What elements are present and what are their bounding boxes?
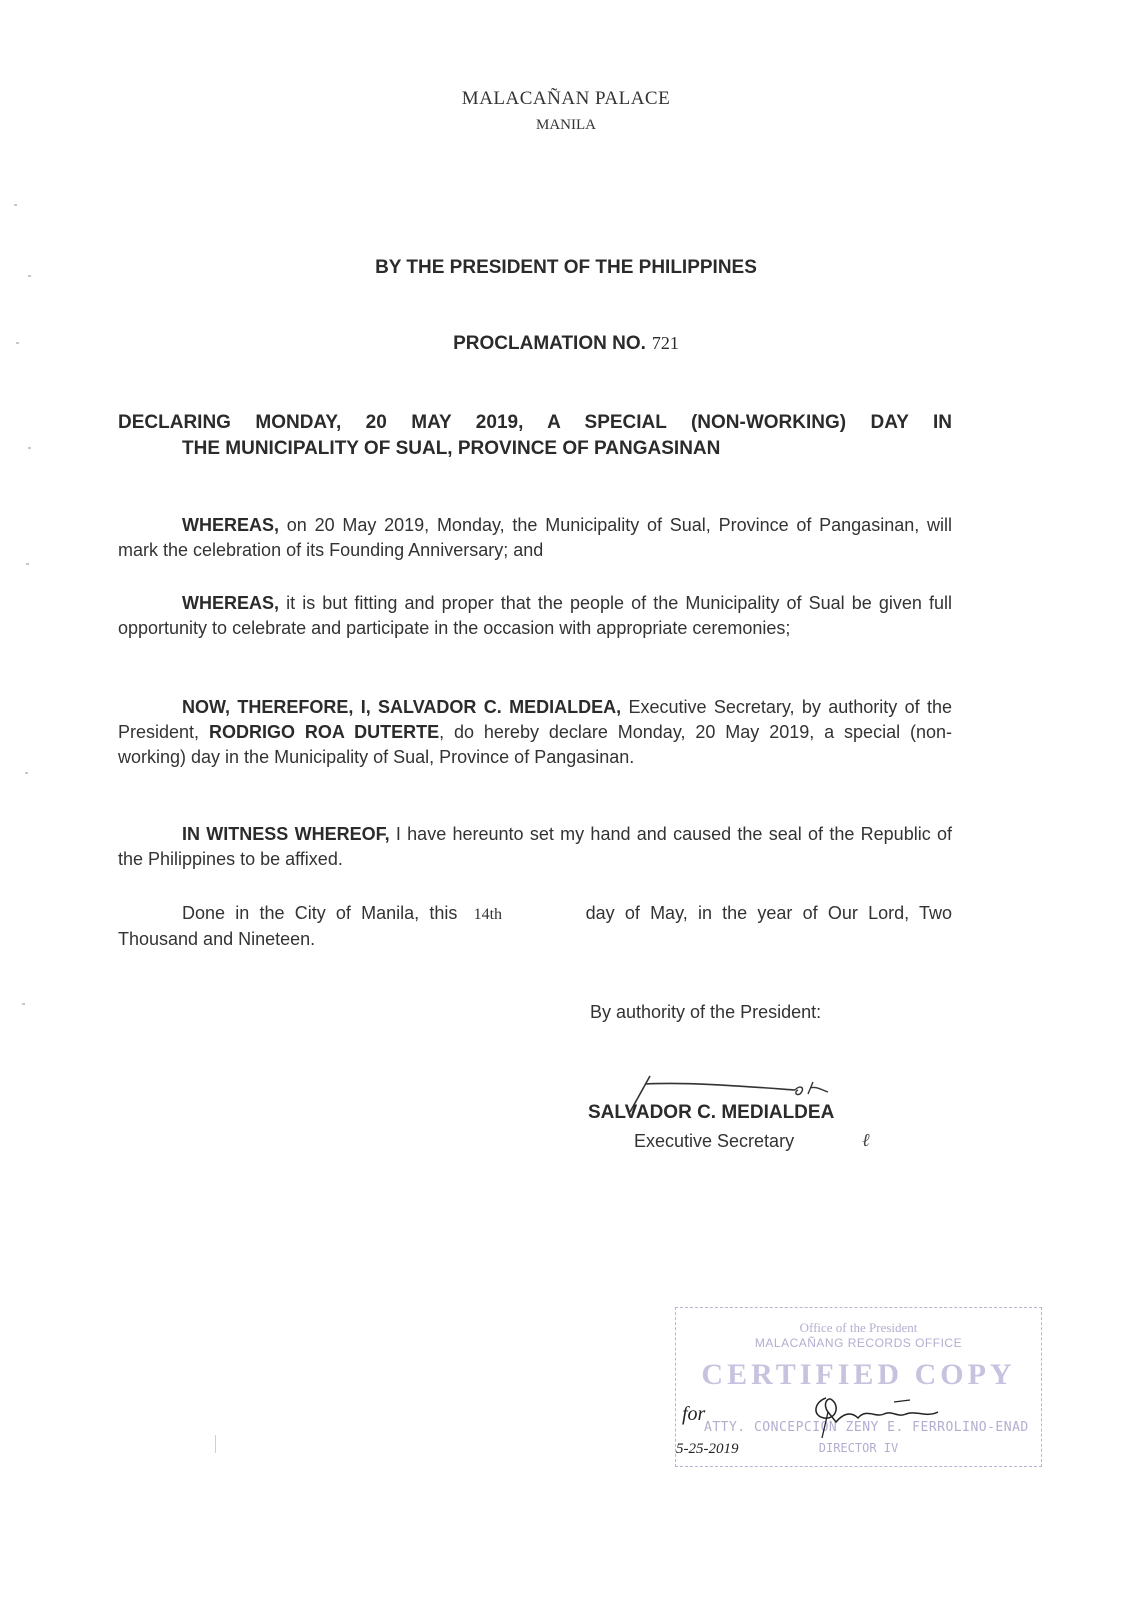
certified-copy-stamp — [675, 1307, 1042, 1467]
scan-artifact — [14, 204, 17, 206]
paragraph-lead: WHEREAS, — [182, 515, 280, 535]
letterhead-city: MANILA — [536, 117, 596, 133]
paragraph-text: on 20 May 2019, Monday, the Municipality of Sual, Province of Pangasinan, will mark the celebration of its Founding Anniversary; and — [118, 515, 952, 560]
proclamation-number-line — [0, 333, 1132, 355]
scan-artifact — [215, 1435, 216, 1453]
handwritten-date: 5-25-2019 — [676, 1441, 739, 1457]
paragraph-text: , do hereby declare Monday, 20 May 2019, a special (non-working) day in the Municipality of Sual, Province of Pangasinan. — [118, 722, 952, 767]
signatory-name: SALVADOR C. MEDIALDEA — [588, 1102, 835, 1123]
handwritten-initial: ℓ — [862, 1130, 870, 1150]
issuer-line: BY THE PRESIDENT OF THE PHILIPPINES — [375, 257, 757, 278]
letterhead-office: MALACAÑAN PALACE — [461, 88, 671, 109]
done-paragraph — [118, 901, 952, 952]
authority-line: By authority of the President: — [590, 1002, 822, 1022]
proclamation-label: PROCLAMATION NO. — [453, 333, 646, 354]
paragraph-lead: NOW, THEREFORE, I, SALVADOR C. MEDIALDEA, — [182, 697, 622, 717]
scan-artifact — [26, 563, 29, 565]
paragraph-text: day of May, in the year of Our Lord, Two Thousand and Nineteen. — [118, 903, 952, 949]
stamp-certified-copy: CERTIFIED COPY — [701, 1358, 1016, 1391]
stamp-signature-icon — [806, 1388, 956, 1438]
scan-artifact — [25, 772, 28, 774]
paragraph-lead: WHEREAS, — [182, 593, 280, 613]
stamp-records-office: MALACAÑANG RECORDS OFFICE — [754, 1336, 963, 1350]
stamp-office: Office of the President — [799, 1320, 918, 1335]
in-witness-paragraph — [118, 822, 952, 872]
scan-artifact — [22, 1003, 25, 1005]
paragraph-lead: IN WITNESS WHEREOF, — [182, 824, 390, 844]
handwritten-for: for — [682, 1403, 706, 1425]
stamp-officer-name: ATTY. CONCEPCION ZENY E. FERROLINO-ENAD — [704, 1420, 1029, 1435]
paragraph-text: Done in the City of Manila, this — [182, 903, 458, 923]
paragraph-text: I have hereunto set my hand and caused the seal of the Republic of the Philippines to be affixed. — [118, 824, 952, 869]
president-name: RODRIGO ROA DUTERTE — [208, 722, 440, 742]
now-therefore-paragraph — [118, 695, 952, 770]
title-line-2: THE MUNICIPALITY OF SUAL, PROVINCE OF PANGASINAN — [182, 438, 721, 459]
whereas-paragraph-2 — [118, 591, 952, 641]
title-line-1: DECLARING MONDAY, 20 MAY 2019, A SPECIAL (NON-WORKING) DAY IN — [118, 412, 952, 433]
signatory-title: Executive Secretary — [634, 1131, 795, 1151]
stamp-officer-title: DIRECTOR IV — [818, 1441, 899, 1455]
day-filled-in: 14th — [473, 906, 503, 923]
paragraph-text: Executive Secretary, by authority of the President, — [118, 697, 953, 742]
proclamation-title — [118, 410, 952, 462]
whereas-paragraph-1 — [118, 513, 952, 563]
proclamation-number: 721 — [651, 333, 679, 353]
scan-artifact — [28, 447, 31, 449]
paragraph-text: it is but fitting and proper that the people of the Municipality of Sual be given full opportunity to celebrate and participate in the occasion with appropriate ceremonies; — [118, 593, 952, 638]
